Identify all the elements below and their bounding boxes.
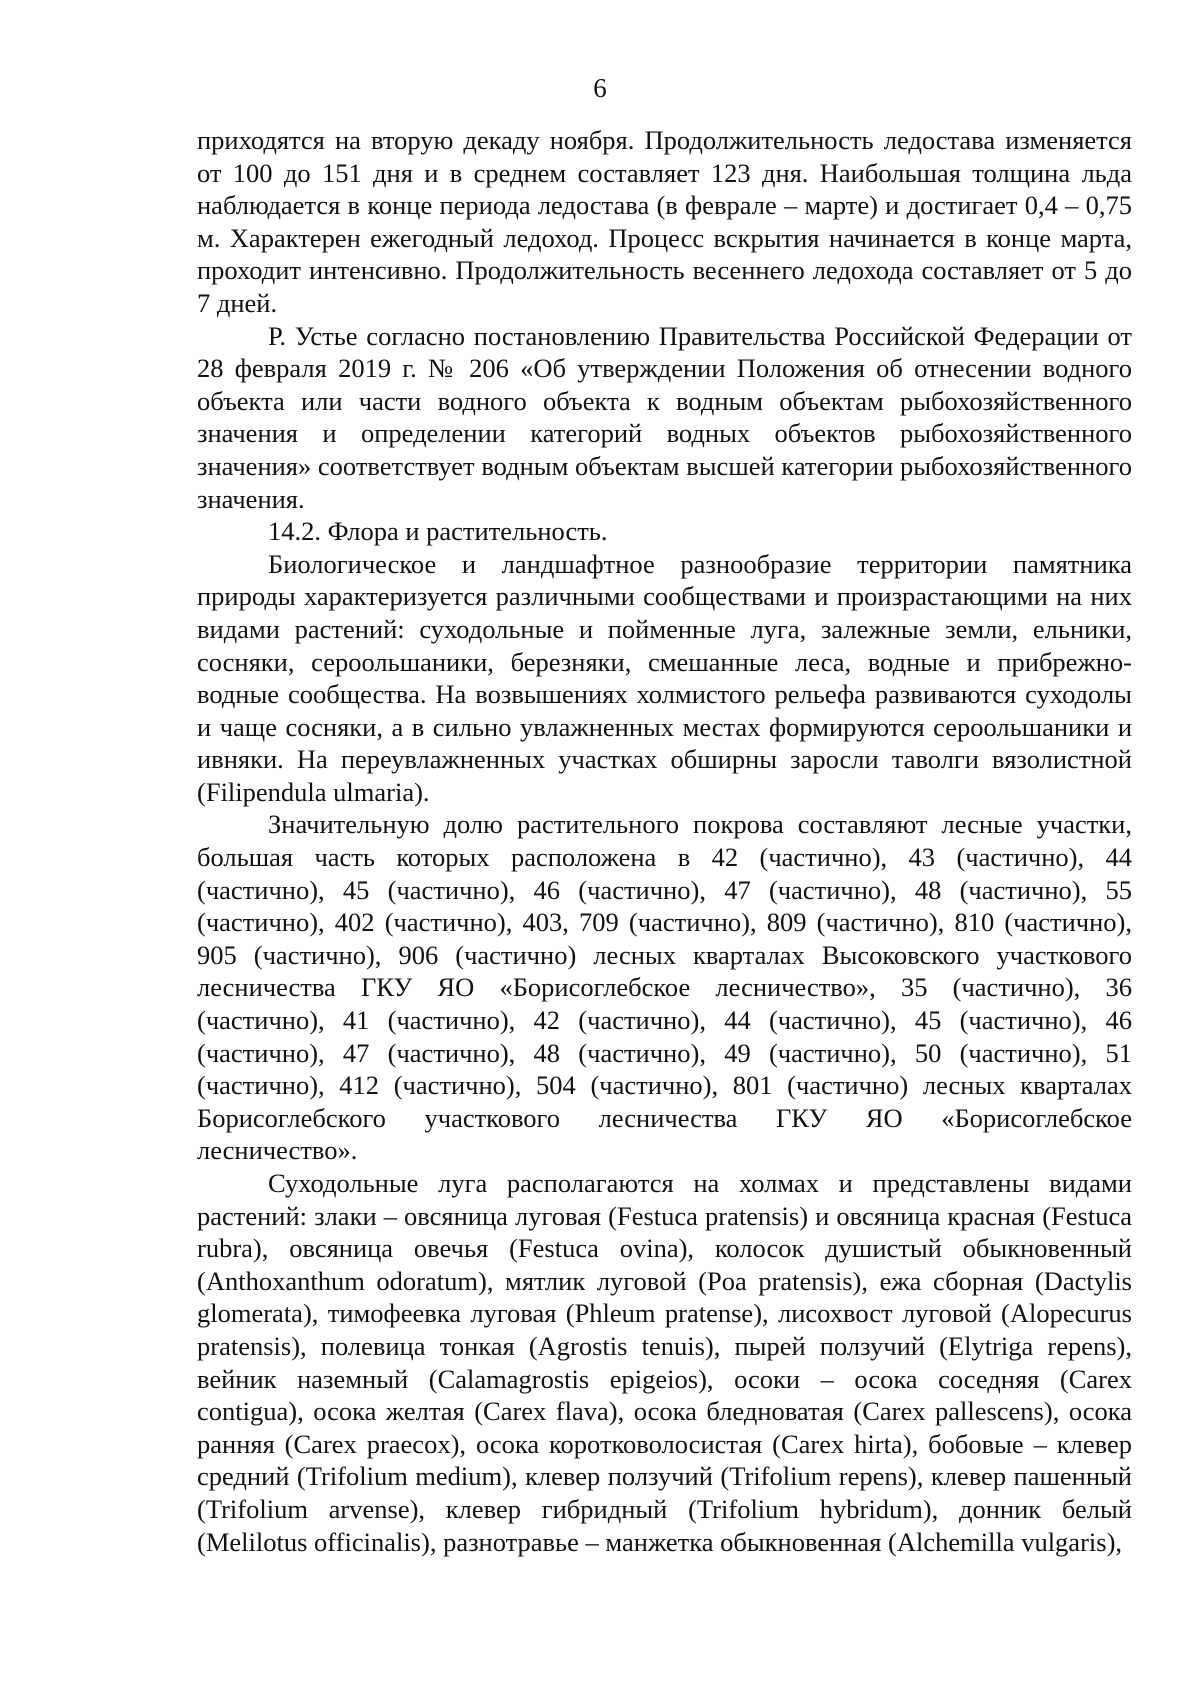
- paragraph-fishery-category: Р. Устье согласно постановлению Правительства Российской Федерации от 28 февраля 2019 г. № 206 «Об утверждении Положения об отнесении водного объекта или части водного объекта к водным объектам рыбохозяйственного значения и определении категорий водных объектов рыбохозяйственного значения» соответствует водным объектам высшей категории рыбохозяйственного значения.: [197, 320, 1132, 514]
- paragraph-dry-meadows: Суходольные луга располагаются на холмах и представлены видами растений: злаки – овсяница луговая (Festuca pratensis) и овсяница красная (Festuca rubra), овсяница овечья (Festuca ovina), колосок душистый обыкновенный (Anthoxanthum odoratum), мятлик луговой (Poa pratensis), ежа сборная (Dactylis glomerata), тимофеевка луговая (Phleum pratense), лисохвост луговой (Alopecurus pratensis), полевица тонкая (Agrostis tenuis), пырей ползучий (Elytriga repens), вейник наземный (Calamagrostis epigeios), осоки – осока соседняя (Carex contigua), осока желтая (Carex flava), осока бледноватая (Carex pallescens), осока ранняя (Carex praecox), осока коротковолосистая (Carex hirta), бобовые – клевер средний (Trifolium medium), клевер ползучий (Trifolium repens), клевер пашенный (Trifolium arvense), клевер гибридный (Trifolium hybridum), донник белый (Melilotus officinalis), разнотравье – манжетка обыкновенная (Alchemilla vulgaris),: [197, 1168, 1132, 1557]
- document-body: [197, 124, 1132, 1558]
- paragraph-forest-quarters: Значительную долю растительного покрова составляют лесные участки, большая часть которых расположена в 42 (частично), 43 (частично), 44 (частично), 45 (частично), 46 (частично), 47 (частично), 48 (частично), 55 (частично), 402 (частично), 403, 709 (частично), 809 (частично), 810 (частично), 905 (частично), 906 (частично) лесных кварталах Высоковского участкового лесничества ГКУ ЯО «Борисоглебское лесничество», 35 (частично), 36 (частично), 41 (частично), 42 (частично), 44 (частично), 45 (частично), 46 (частично), 47 (частично), 48 (частично), 49 (частично), 50 (частично), 51 (частично), 412 (частично), 504 (частично), 801 (частично) лесных кварталах Борисоглебского участкового лесничества ГКУ ЯО «Борисоглебское лесничество».: [197, 809, 1132, 1166]
- section-heading-flora: 14.2. Флора и растительность.: [268, 516, 608, 547]
- page-number: 6: [593, 73, 607, 103]
- paragraph-biodiversity: Биологическое и ландшафтное разнообразие территории памятника природы характеризуется различными сообществами и произрастающими на них видами растений: суходольные и пойменные луга, залежные земли, ельники, сосняки, сероольшаники, березняки, смешанные леса, водные и прибрежно-водные сообщества. На возвышениях холмистого рельефа развиваются суходолы и чаще сосняки, а в сильно увлажненных местах формируются сероольшаники и ивняки. На переувлажненных участках обширны заросли таволги вязолистной (Filipendula ulmaria).: [197, 548, 1132, 807]
- paragraph-ice-regime: приходятся на вторую декаду ноября. Продолжительность ледостава изменяется от 100 до 151 дня и в среднем составляет 123 дня. Наибольшая толщина льда наблюдается в конце периода ледостава (в феврале – марте) и достигает 0,4 – 0,75 м. Характерен ежегодный ледоход. Процесс вскрытия начинается в конце марта, проходит интенсивно. Продолжительность весеннего ледохода составляет от 5 до 7 дней.: [197, 125, 1132, 318]
